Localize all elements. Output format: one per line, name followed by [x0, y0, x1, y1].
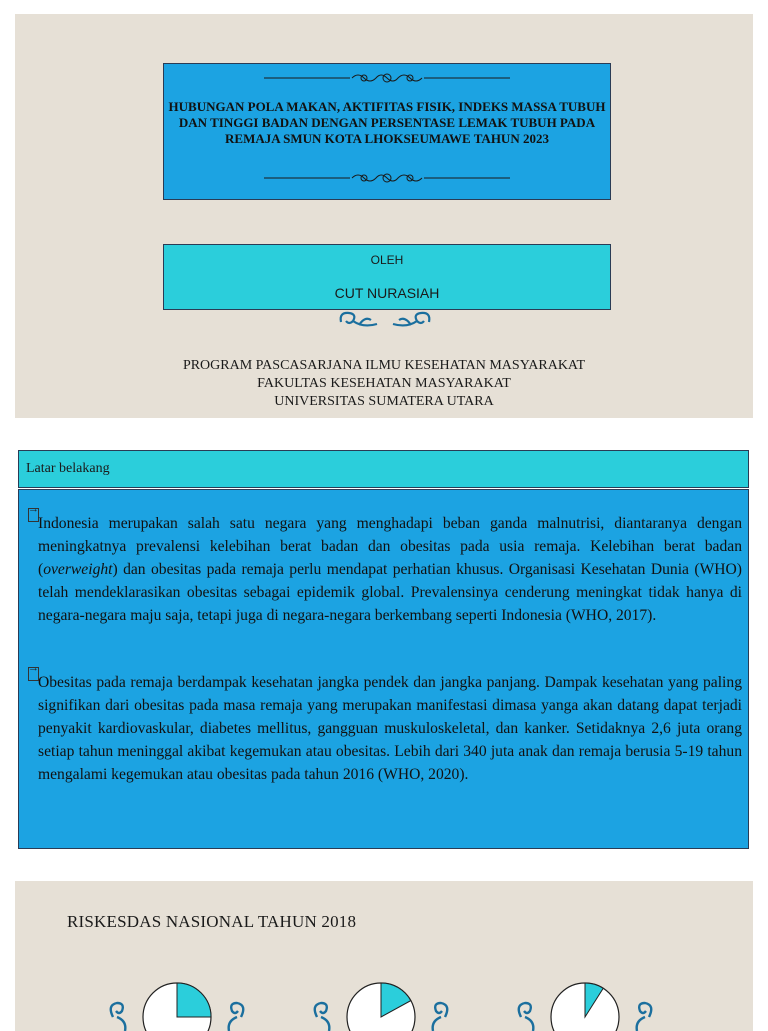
- ornament-divider-icon: [264, 71, 510, 85]
- title-box: [163, 63, 611, 200]
- statistics-slide: [15, 881, 753, 1031]
- paragraph-1-text-end: ) dan obesitas pada remaja perlu mendapat perhatian khusus. Organisasi Kesehatan Dunia (WHO) telah mendeklarasikan obesitas sebagai epidemik global. Prevalensinya cenderung meningkat tidak hanya di negara-negara maju saja, tetapi juga di negara-negara berkembang seperti Indonesia (WHO, 2017).: [38, 561, 742, 624]
- pie-chart-group-3: [515, 977, 655, 1031]
- arrow-bullet-icon: →: [28, 503, 39, 515]
- paragraph-1-text: Indonesia merupakan salah satu negara yang menghadapi beban ganda malnutrisi, diantaranya dengan meningkatnya prevalensi kelebihan berat badan dan obesitas pada usia remaja. Kelebihan berat badan (: [38, 515, 742, 578]
- pie-slice: [177, 983, 211, 1017]
- swirl-ornament-icon: [335, 308, 435, 332]
- background-slide: [15, 433, 753, 865]
- institution-block: [15, 357, 753, 411]
- ornament-divider-icon: [264, 171, 510, 185]
- arrow-bullet-icon: →: [28, 662, 39, 674]
- paragraph-1: [38, 512, 742, 627]
- pie-chart-group-2: [311, 977, 451, 1031]
- faculty-name: FAKULTAS KESEHATAN MASYARAKAT: [257, 376, 511, 391]
- author-name: CUT NURASIAH: [334, 285, 440, 301]
- university-name: UNIVERSITAS SUMATERA UTARA: [274, 394, 494, 409]
- section-title: Latar belakang: [26, 461, 110, 476]
- author-box: [163, 244, 611, 310]
- program-name: PROGRAM PASCASARJANA ILMU KESEHATAN MASYARAKAT: [182, 358, 586, 373]
- presentation-title: HUBUNGAN POLA MAKAN, AKTIFITAS FISIK, INDEKS MASSA TUBUH DAN TINGGI BADAN DENGAN PERSENTASE LEMAK TUBUH PADA REMAJA SMUN KOTA LHOKSEUMAWE TAHUN 2023: [168, 99, 606, 146]
- statistics-title: RISKESDAS NASIONAL TAHUN 2018: [67, 912, 357, 931]
- content-box: [18, 489, 749, 849]
- paragraph-1-italic: overweight: [43, 561, 113, 578]
- title-slide: [15, 14, 753, 418]
- pie-chart-group-1: [107, 977, 247, 1031]
- oleh-label: OLEH: [370, 253, 404, 267]
- paragraph-2: Obesitas pada remaja berdampak kesehatan jangka pendek dan jangka panjang. Dampak kesehatan yang paling signifikan dari obesitas pada masa remaja yang merupakan manifestasi dimasa yanga akan datang dapat terjadi penyakit kardiovaskular, diabetes mellitus, gangguan muskuloskeletal, dan kanker. Setidaknya 2,6 juta orang setiap tahun meninggal akibat kegemukan atau obesitas. Lebih dari 340 juta anak dan remaja berusia 5-19 tahun mengalami kegemukan atau obesitas pada tahun 2016 (WHO, 2020).: [38, 674, 742, 783]
- section-header: [18, 450, 749, 488]
